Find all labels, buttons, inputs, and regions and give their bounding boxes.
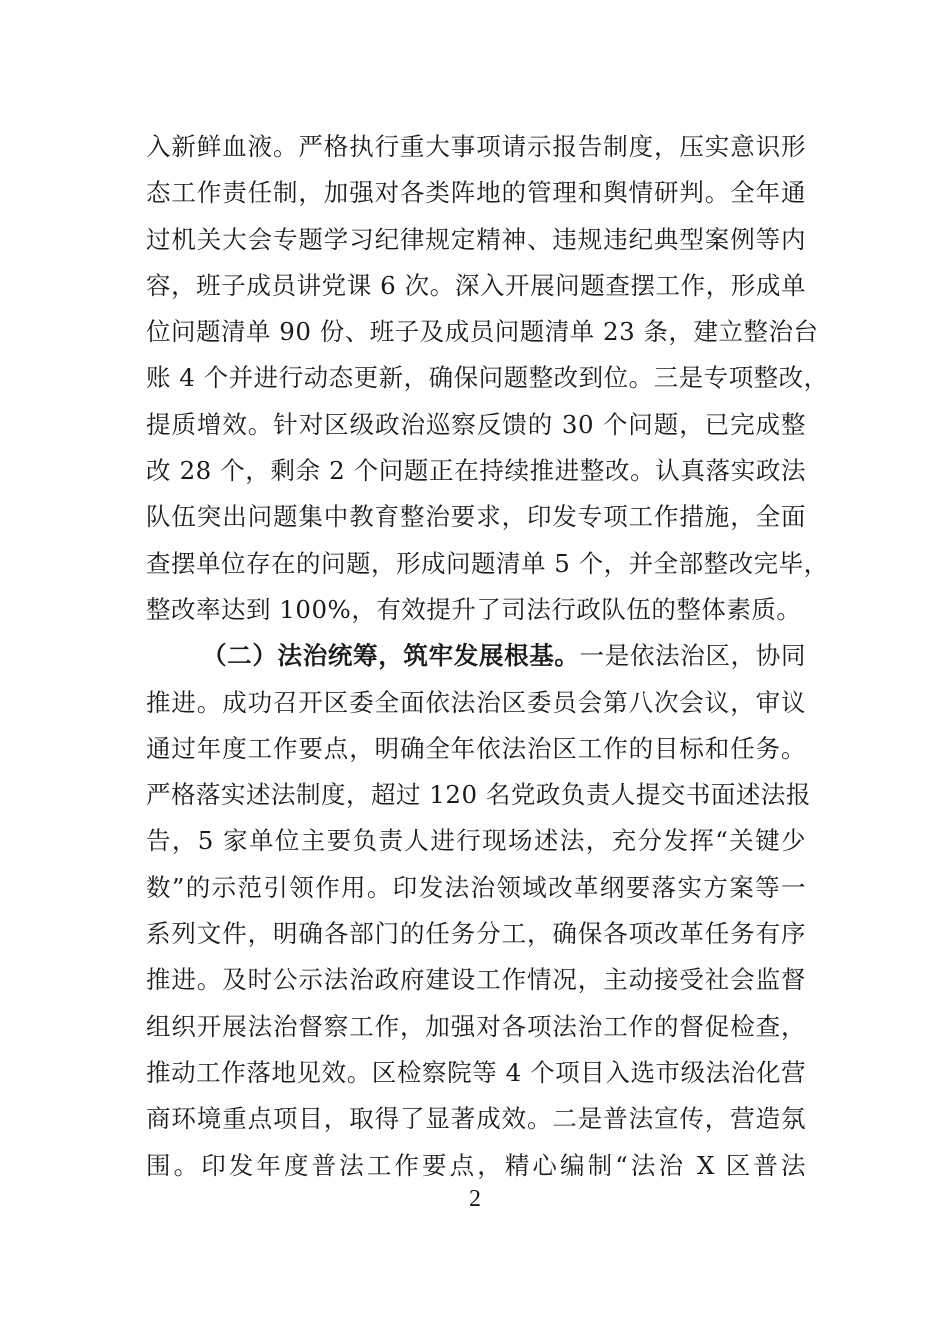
section-first-line — [146, 633, 806, 679]
paragraph-line: 通过年度工作要点，明确全年依法治区工作的目标和任务。 — [146, 733, 806, 763]
paragraph-line: 整改率达到 100%，有效提升了司法行政队伍的整体素质。 — [146, 594, 802, 624]
paragraph-line: 推动工作落地见效。区检察院等 4 个项目入选市级法治化营 — [146, 1057, 806, 1087]
paragraph-line: 推进。及时公示法治政府建设工作情况，主动接受社会监督 — [146, 965, 806, 995]
paragraph-line: 围。印发年度普法工作要点，精心编制“法治 X 区普法 — [146, 1150, 806, 1180]
section-first-line-text: 一是依法治区，协同 — [579, 641, 806, 671]
paragraph-line: 数”的示范引领作用。印发法治领域改革纲要落实方案等一 — [146, 872, 806, 902]
paragraph-line: 系列文件，明确各部门的任务分工，确保各项改革任务有序 — [146, 919, 806, 949]
section-heading: （二）法治统筹，筑牢发展根基。 — [202, 641, 580, 671]
paragraph-line: 推进。成功召开区委全面依法治区委员会第八次会议，审议 — [146, 687, 806, 717]
page-number: 2 — [469, 1186, 481, 1212]
paragraph-line: 严格落实述法制度，超过 120 名党政负责人提交书面述法报 — [146, 780, 811, 810]
paragraph-line: 队伍突出问题集中教育整治要求，印发专项工作措施，全面 — [146, 502, 806, 532]
paragraph-line: 提质增效。针对区级政治巡察反馈的 30 个问题，已完成整 — [146, 409, 806, 439]
paragraph-line: 位问题清单 90 份、班子及成员问题清单 23 条，建立整治台 — [146, 317, 819, 347]
paragraph-line: 过机关大会专题学习纪律规定精神、违规违纪典型案例等内 — [146, 224, 806, 254]
document-body — [146, 124, 829, 1189]
paragraph-line: 组织开展法治督察工作，加强对各项法治工作的督促检查， — [146, 1011, 806, 1041]
paragraph-line: 告，5 家单位主要负责人进行现场述法，充分发挥“关键少 — [146, 826, 806, 856]
paragraph-line: 查摆单位存在的问题，形成问题清单 5 个，并全部整改完毕， — [146, 548, 829, 578]
paragraph-line: 入新鲜血液。严格执行重大事项请示报告制度，压实意识形 — [146, 132, 806, 161]
paragraph-line: 容，班子成员讲党课 6 次。深入开展问题查摆工作，形成单 — [146, 270, 806, 300]
paragraph-line: 态工作责任制，加强对各类阵地的管理和舆情研判。全年通 — [146, 178, 806, 208]
paragraph-line: 改 28 个，剩余 2 个问题正在持续推进整改。认真落实政法 — [146, 456, 806, 486]
paragraph-line: 商环境重点项目，取得了显著成效。二是普法宣传，营造氛 — [146, 1104, 806, 1134]
paragraph-line: 账 4 个并进行动态更新，确保问题整改到位。三是专项整改， — [146, 363, 829, 393]
